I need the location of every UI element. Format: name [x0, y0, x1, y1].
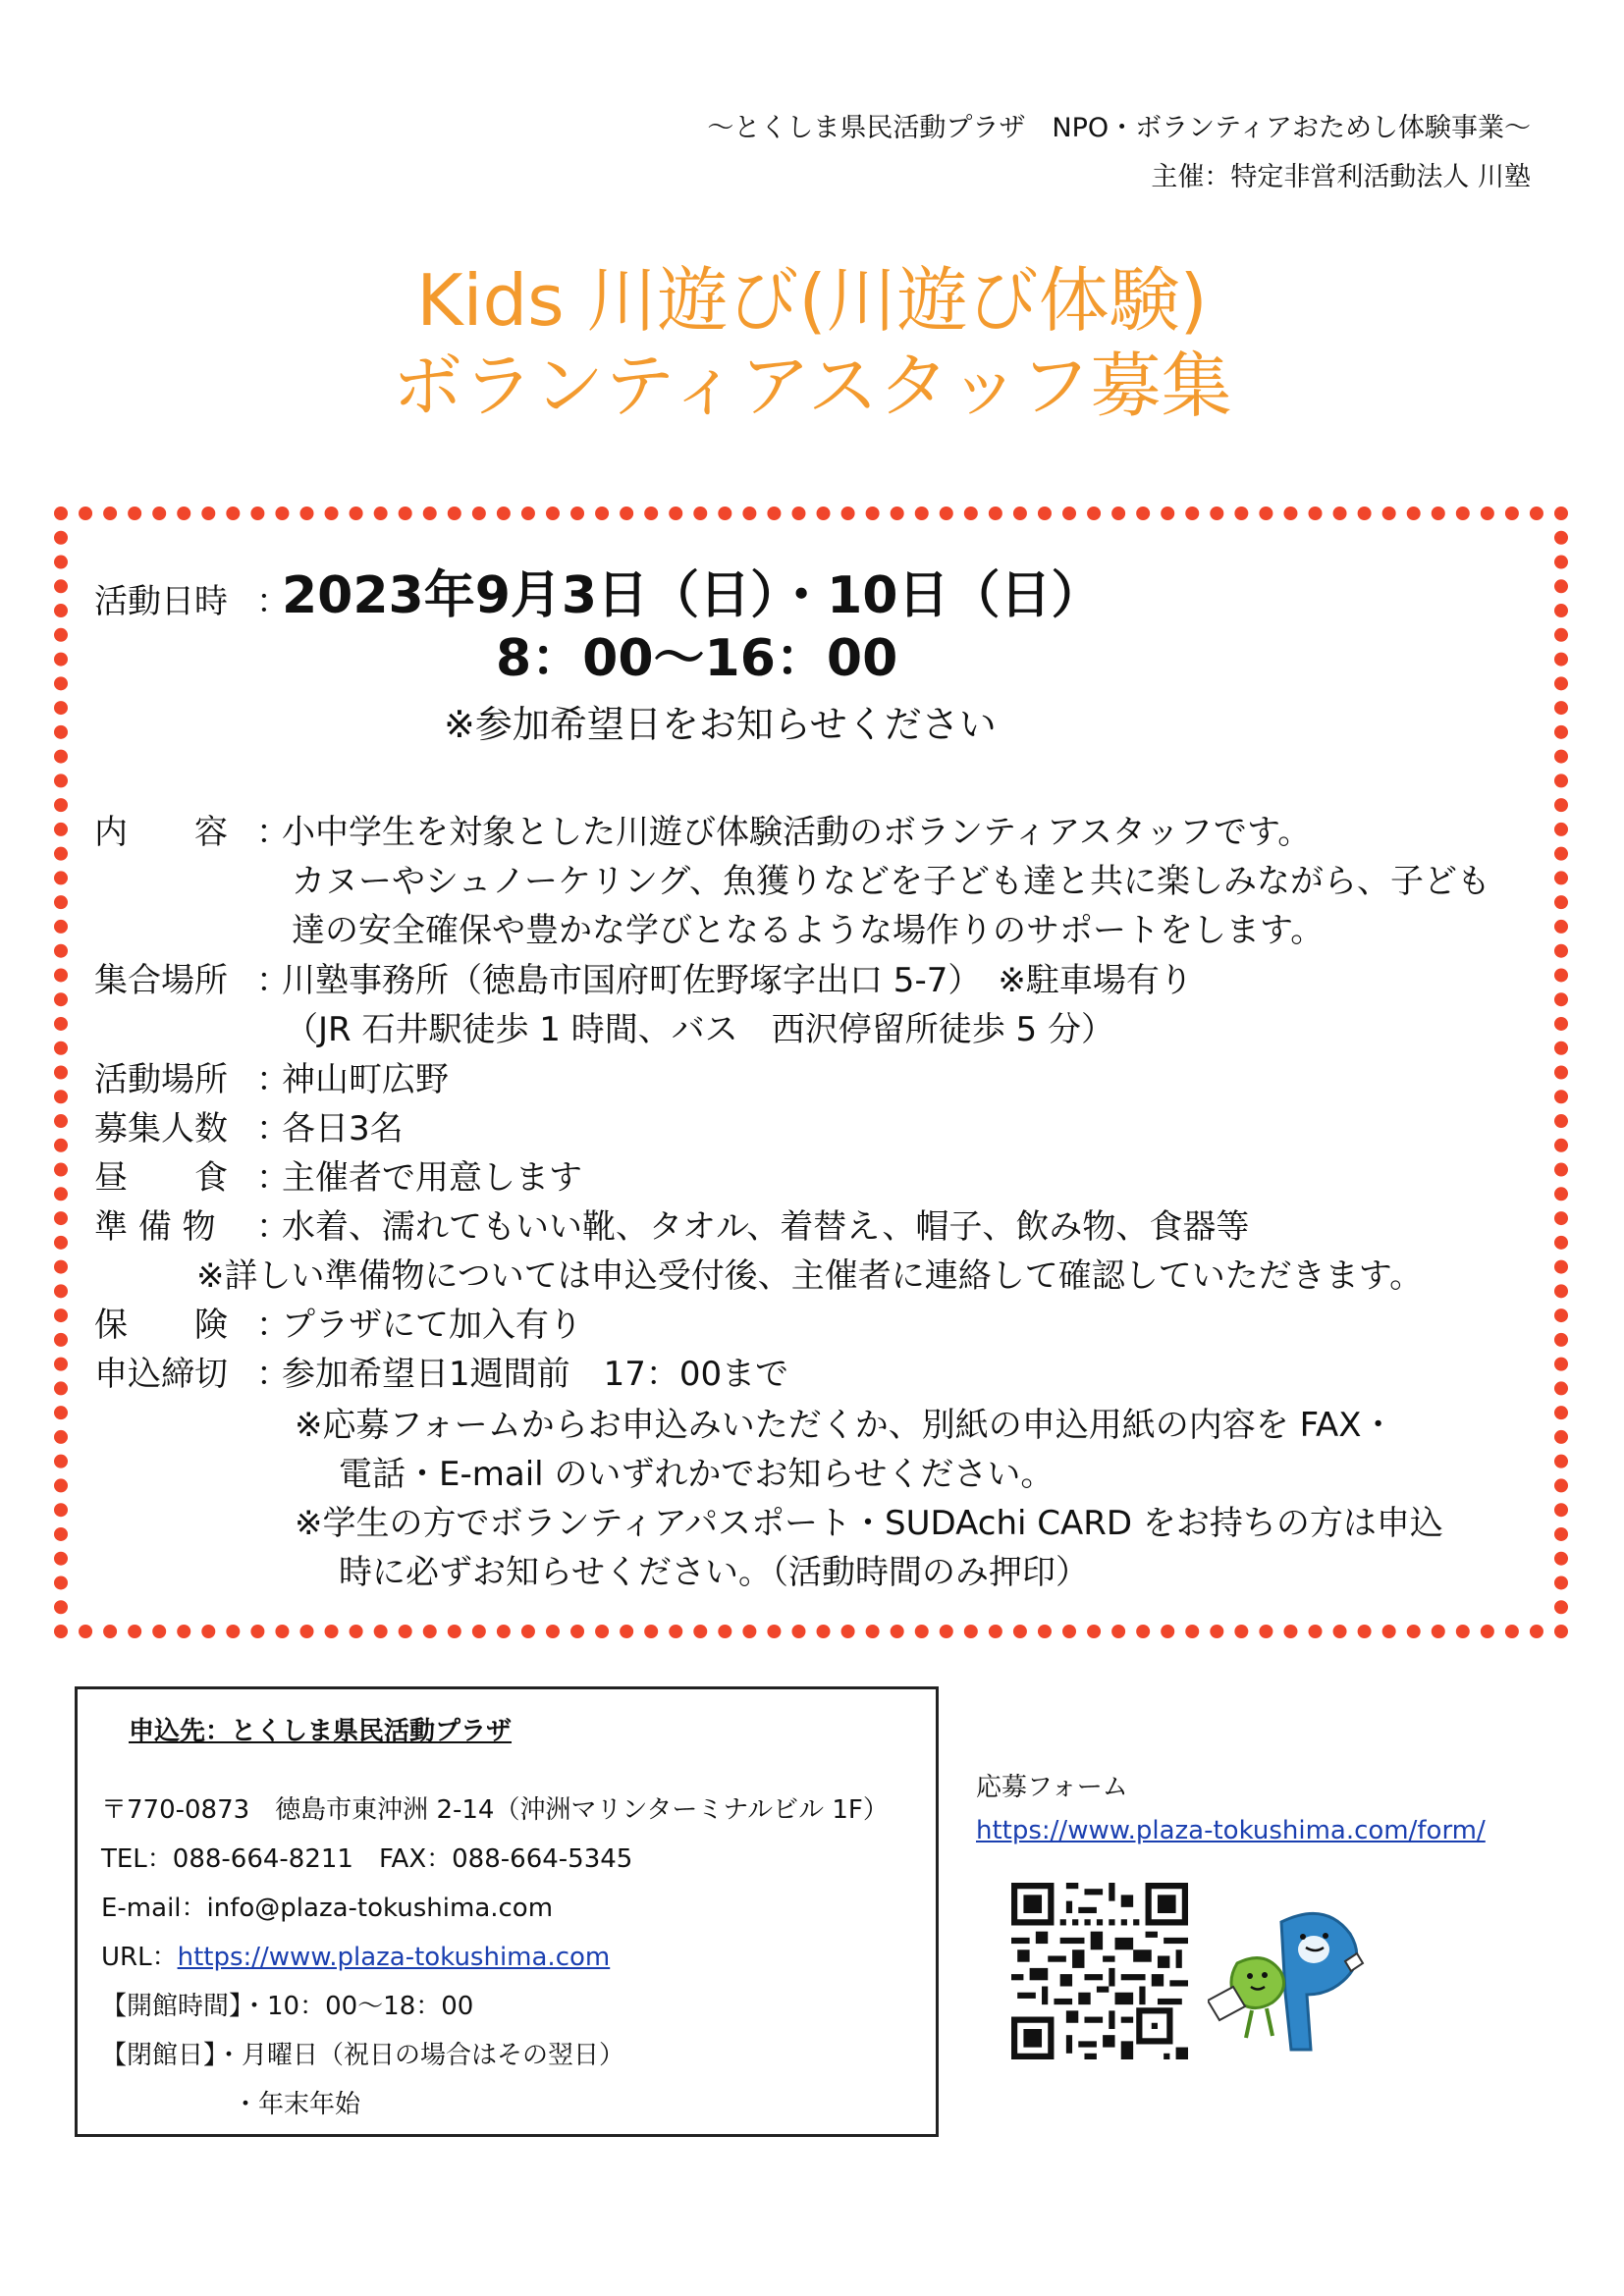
place-value: 神山町広野	[282, 1060, 449, 1099]
content-line-1: 小中学生を対象とした川遊び体験活動のボランティアスタッフです。	[282, 813, 1312, 852]
border-dot	[1554, 604, 1568, 617]
border-dot	[299, 507, 313, 520]
deadline-label: 申込締切	[94, 1355, 228, 1394]
border-dot	[1554, 1139, 1568, 1152]
border-dot	[54, 1260, 68, 1274]
border-dot	[54, 1455, 68, 1468]
border-dot	[54, 847, 68, 861]
border-dot	[1554, 1333, 1568, 1347]
contact-closed-2: ・年末年始	[233, 2090, 361, 2119]
border-dot	[399, 507, 412, 520]
border-dot	[325, 1625, 339, 1638]
border-dot	[201, 1625, 215, 1638]
recruit-value: 各日3名	[282, 1109, 404, 1148]
border-dot	[54, 774, 68, 787]
border-dot	[1554, 556, 1568, 569]
insurance-row: 保 険 ：プラザにて加入有り	[94, 1298, 582, 1346]
border-dot	[472, 507, 486, 520]
border-dot	[250, 507, 264, 520]
border-dot	[1358, 1625, 1372, 1638]
border-dot	[1554, 725, 1568, 739]
border-dot	[1382, 1625, 1396, 1638]
date-note: ※参加希望日をお知らせください	[444, 703, 997, 746]
border-dot	[1554, 750, 1568, 764]
border-dot	[1554, 798, 1568, 812]
border-dot	[325, 507, 339, 520]
border-dot	[1554, 1284, 1568, 1298]
contact-url-link[interactable]: https://www.plaza-tokushima.com	[177, 1943, 611, 1972]
border-dot	[1087, 507, 1101, 520]
border-dot	[1554, 992, 1568, 1006]
border-dot	[1554, 1478, 1568, 1492]
border-dot	[1333, 507, 1347, 520]
place-label: 活動場所	[94, 1060, 228, 1099]
prep-value: 水着、濡れてもいい靴、タオル、着替え、帽子、飲み物、食器等	[282, 1207, 1250, 1247]
content-row: 内 容 ：小中学生を対象とした川遊び体験活動のボランティアスタッフです。	[94, 805, 1311, 853]
border-dot	[54, 676, 68, 690]
border-dot	[226, 507, 240, 520]
border-dot	[54, 1163, 68, 1177]
border-dot	[1554, 1552, 1568, 1566]
border-dot	[1283, 507, 1297, 520]
content-line-3: 達の安全確保や豊かな学びとなるような場作りのサポートをします。	[292, 911, 1325, 950]
border-dot	[1062, 1625, 1076, 1638]
border-dot	[767, 1625, 781, 1638]
border-dot	[1554, 1358, 1568, 1371]
place-row: 活動場所 ：神山町広野	[94, 1052, 449, 1100]
border-dot	[54, 871, 68, 884]
border-dot	[669, 507, 682, 520]
qr-code-icon[interactable]	[1011, 1883, 1188, 2059]
border-dot	[546, 507, 560, 520]
border-dot	[54, 1552, 68, 1566]
border-dot	[1554, 774, 1568, 787]
border-dot	[669, 1625, 682, 1638]
border-dot	[54, 1430, 68, 1444]
border-dot	[1407, 507, 1421, 520]
border-dot	[54, 968, 68, 982]
border-dot	[570, 507, 584, 520]
form-url-link[interactable]: https://www.plaza-tokushima.com/form/	[976, 1816, 1486, 1845]
border-dot	[1530, 1625, 1543, 1638]
border-dot	[152, 507, 166, 520]
prep-row: 準 備 物 ：水着、濡れてもいい靴、タオル、着替え、帽子、飲み物、食器等	[94, 1200, 1249, 1248]
border-dot	[472, 1625, 486, 1638]
border-dot	[521, 507, 535, 520]
border-dot	[1554, 1236, 1568, 1250]
border-dot	[644, 507, 658, 520]
border-dot	[620, 1625, 633, 1638]
border-dot	[1309, 1625, 1323, 1638]
border-dot	[891, 1625, 904, 1638]
contact-address: 〒770-0873 徳島市東沖洲 2-14（沖洲マリンターミナルビル 1F）	[101, 1795, 889, 1825]
border-dot	[1013, 1625, 1027, 1638]
border-dot	[399, 1625, 412, 1638]
border-dot	[1554, 653, 1568, 667]
border-dot	[742, 1625, 756, 1638]
border-dot	[54, 823, 68, 836]
border-dot	[54, 944, 68, 958]
border-dot	[374, 507, 388, 520]
border-dot	[275, 1625, 289, 1638]
border-dot	[1554, 1041, 1568, 1055]
border-dot	[1554, 1308, 1568, 1322]
border-dot	[1554, 1430, 1568, 1444]
border-dot	[644, 1625, 658, 1638]
border-dot	[1554, 1455, 1568, 1468]
border-dot	[915, 507, 929, 520]
border-dot	[54, 556, 68, 569]
border-dot	[1136, 507, 1150, 520]
prep-label: 準 備 物	[94, 1207, 216, 1247]
border-dot	[54, 1236, 68, 1250]
border-dot	[79, 1625, 92, 1638]
border-dot	[423, 507, 437, 520]
border-dot	[1554, 823, 1568, 836]
border-dot	[1234, 1625, 1248, 1638]
lunch-label: 昼 食	[94, 1158, 228, 1198]
border-dot	[1554, 1163, 1568, 1177]
border-dot	[497, 1625, 511, 1638]
deadline-note-2: 電話・E-mail のいずれかでお知らせください。	[339, 1455, 1055, 1494]
border-dot	[1505, 1625, 1519, 1638]
meeting-line-2: （JR 石井駅徒歩 1 時間、バス 西沢停留所徒歩 5 分）	[285, 1010, 1114, 1049]
border-dot	[1554, 847, 1568, 861]
border-dot	[1554, 920, 1568, 934]
border-dot	[299, 1625, 313, 1638]
border-dot	[226, 1625, 240, 1638]
border-dot	[1554, 1600, 1568, 1614]
border-dot	[1554, 1527, 1568, 1541]
deadline-note-3: ※学生の方でボランティアパスポート・SUDAchi CARD をお持ちの方は申込	[295, 1504, 1443, 1543]
border-dot	[497, 507, 511, 520]
border-dot	[54, 604, 68, 617]
border-dot	[1554, 944, 1568, 958]
border-dot	[1554, 871, 1568, 884]
border-dot	[79, 507, 92, 520]
border-dot	[866, 1625, 880, 1638]
border-dot	[54, 1041, 68, 1055]
border-dot	[54, 725, 68, 739]
border-dot	[423, 1625, 437, 1638]
border-dot	[595, 1625, 609, 1638]
border-dot	[841, 507, 855, 520]
border-dot	[54, 1503, 68, 1517]
border-dot	[152, 1625, 166, 1638]
border-dot	[989, 507, 1002, 520]
border-dot	[1554, 1114, 1568, 1128]
border-dot	[54, 1066, 68, 1080]
contact-url-row	[101, 1937, 610, 1973]
border-dot	[718, 507, 731, 520]
contact-closed: 【閉館日】・月曜日（祝日の場合はその翌日）	[101, 2041, 625, 2070]
border-dot	[1481, 1625, 1494, 1638]
border-dot	[54, 628, 68, 642]
lunch-value: 主催者で用意します	[282, 1158, 582, 1198]
border-dot	[1062, 507, 1076, 520]
border-dot	[1432, 1625, 1445, 1638]
border-dot	[1554, 1187, 1568, 1201]
border-dot	[54, 1284, 68, 1298]
border-dot	[1554, 968, 1568, 982]
border-dot	[54, 1187, 68, 1201]
border-dot	[54, 1114, 68, 1128]
prep-note: ※詳しい準備物については申込受付後、主催者に連絡して確認していただきます。	[196, 1256, 1424, 1296]
border-dot	[1554, 1406, 1568, 1419]
border-dot	[1210, 1625, 1223, 1638]
deadline-value: 参加希望日1週間前 17：00まで	[282, 1355, 789, 1394]
border-dot	[1456, 1625, 1470, 1638]
border-dot	[54, 798, 68, 812]
contact-box	[75, 1686, 939, 2137]
border-dot	[1554, 1260, 1568, 1274]
border-dot	[54, 1090, 68, 1103]
border-dot	[54, 653, 68, 667]
border-dot	[1407, 1625, 1421, 1638]
border-dot	[103, 1625, 117, 1638]
time-value: 8：00～16：00	[496, 629, 898, 688]
border-dot	[693, 1625, 707, 1638]
contact-url-label: URL：	[101, 1943, 178, 1972]
border-dot	[350, 1625, 363, 1638]
border-dot	[54, 507, 68, 520]
border-dot	[940, 507, 953, 520]
border-dot	[1185, 507, 1199, 520]
border-dot	[1530, 507, 1543, 520]
date-row: 活動日時 ：2023年9月3日（日）・10日（日）	[94, 566, 1103, 625]
border-dot	[1259, 507, 1272, 520]
border-dot	[1185, 1625, 1199, 1638]
border-dot	[521, 1625, 535, 1638]
border-dot	[54, 1406, 68, 1419]
border-dot	[1481, 507, 1494, 520]
border-dot	[1554, 1066, 1568, 1080]
border-dot	[1136, 1625, 1150, 1638]
border-dot	[54, 701, 68, 715]
border-dot	[54, 1625, 68, 1638]
border-dot	[1554, 701, 1568, 715]
border-dot	[1234, 507, 1248, 520]
contact-hours: 【開館時間】・10：00～18：00	[101, 1992, 474, 2021]
header-organizer: 主催：特定非営利活動法人 川塾	[1151, 162, 1531, 192]
deadline-note-4: 時に必ずお知らせください。（活動時間のみ押印）	[339, 1553, 1089, 1592]
border-dot	[1554, 895, 1568, 909]
border-dot	[128, 1625, 141, 1638]
border-dot	[54, 1600, 68, 1614]
meeting-row: 集合場所 ：川塾事務所（徳島市国府町佐野塚字出口 5-7） ※駐車場有り	[94, 953, 1193, 1001]
border-dot	[1554, 507, 1568, 520]
page-title: Kids 川遊び(川遊び体験)	[416, 259, 1208, 342]
border-dot	[1505, 507, 1519, 520]
contact-email: E-mail：info@plaza-tokushima.com	[101, 1894, 554, 1923]
border-dot	[54, 1358, 68, 1371]
border-dot	[1554, 1090, 1568, 1103]
border-dot	[989, 1625, 1002, 1638]
border-dot	[1554, 531, 1568, 545]
border-dot	[620, 507, 633, 520]
border-dot	[1038, 507, 1052, 520]
border-dot	[1358, 507, 1372, 520]
lunch-row: 昼 食 ：主催者で用意します	[94, 1150, 582, 1199]
form-label: 応募フォーム	[976, 1773, 1128, 1802]
deadline-note-1: ※応募フォームからお申込みいただくか、別紙の申込用紙の内容を FAX・	[295, 1406, 1395, 1445]
border-dot	[1111, 507, 1125, 520]
border-dot	[546, 1625, 560, 1638]
border-dot	[54, 1211, 68, 1225]
border-dot	[891, 507, 904, 520]
border-dot	[54, 920, 68, 934]
border-dot	[570, 1625, 584, 1638]
border-dot	[791, 1625, 805, 1638]
border-dot	[767, 507, 781, 520]
border-dot	[791, 507, 805, 520]
border-dot	[817, 507, 831, 520]
border-dot	[1554, 676, 1568, 690]
border-dot	[1456, 507, 1470, 520]
header-line-1: ～とくしま県民活動プラザ NPO・ボランティアおためし体験事業～	[707, 113, 1531, 143]
border-dot	[128, 507, 141, 520]
border-dot	[742, 507, 756, 520]
border-dot	[54, 1017, 68, 1031]
border-dot	[1259, 1625, 1272, 1638]
border-dot	[54, 1308, 68, 1322]
page-subtitle: ボランティアスタッフ募集	[392, 345, 1232, 427]
border-dot	[964, 507, 978, 520]
border-dot	[54, 531, 68, 545]
border-dot	[54, 992, 68, 1006]
border-dot	[940, 1625, 953, 1638]
date-label: 活動日時	[94, 582, 228, 621]
border-dot	[54, 1381, 68, 1395]
border-dot	[1161, 1625, 1174, 1638]
border-dot	[1013, 507, 1027, 520]
border-dot	[54, 579, 68, 593]
meeting-line-1: 川塾事務所（徳島市国府町佐野塚字出口 5-7） ※駐車場有り	[282, 961, 1193, 1000]
content-line-2: カヌーやシュノーケリング、魚獲りなどを子ども達と共に楽しみながら、子ども	[292, 862, 1490, 901]
border-dot	[1554, 628, 1568, 642]
mascot-illustration	[1208, 1902, 1370, 2059]
border-dot	[1038, 1625, 1052, 1638]
border-dot	[1554, 1575, 1568, 1589]
border-dot	[54, 1333, 68, 1347]
meeting-label: 集合場所	[94, 961, 228, 1000]
contact-heading: 申込先：とくしま県民活動プラザ	[129, 1717, 513, 1746]
content-label: 内 容	[94, 813, 228, 852]
border-dot	[841, 1625, 855, 1638]
border-dot	[866, 507, 880, 520]
border-dot	[1554, 579, 1568, 593]
border-dot	[1087, 1625, 1101, 1638]
border-dot	[964, 1625, 978, 1638]
border-dot	[1283, 1625, 1297, 1638]
border-dot	[1382, 507, 1396, 520]
border-dot	[177, 507, 190, 520]
border-dot	[448, 1625, 461, 1638]
insurance-value: プラザにて加入有り	[282, 1306, 582, 1345]
border-dot	[1432, 507, 1445, 520]
contact-tel-fax: TEL：088-664-8211 FAX：088-664-5345	[101, 1844, 633, 1874]
border-dot	[1554, 1503, 1568, 1517]
border-dot	[177, 1625, 190, 1638]
border-dot	[1554, 1625, 1568, 1638]
border-dot	[275, 507, 289, 520]
border-dot	[915, 1625, 929, 1638]
border-dot	[54, 895, 68, 909]
border-dot	[693, 507, 707, 520]
border-dot	[201, 507, 215, 520]
border-dot	[1309, 507, 1323, 520]
recruit-label: 募集人数	[94, 1109, 228, 1148]
border-dot	[1210, 507, 1223, 520]
border-dot	[1333, 1625, 1347, 1638]
border-dot	[350, 507, 363, 520]
border-dot	[374, 1625, 388, 1638]
border-dot	[250, 1625, 264, 1638]
border-dot	[54, 750, 68, 764]
border-dot	[1554, 1211, 1568, 1225]
recruit-row: 募集人数 ：各日3名	[94, 1101, 404, 1149]
border-dot	[448, 507, 461, 520]
border-dot	[54, 1139, 68, 1152]
border-dot	[1554, 1017, 1568, 1031]
border-dot	[54, 1478, 68, 1492]
date-value: 2023年9月3日（日）・10日（日）	[282, 566, 1103, 625]
border-dot	[595, 507, 609, 520]
border-dot	[54, 1575, 68, 1589]
border-dot	[1161, 507, 1174, 520]
insurance-label: 保 険	[94, 1306, 228, 1345]
border-dot	[817, 1625, 831, 1638]
border-dot	[1111, 1625, 1125, 1638]
border-dot	[54, 1527, 68, 1541]
border-dot	[718, 1625, 731, 1638]
deadline-row: 申込締切 ：参加希望日1週間前 17：00まで	[94, 1347, 788, 1395]
border-dot	[1554, 1381, 1568, 1395]
border-dot	[103, 507, 117, 520]
